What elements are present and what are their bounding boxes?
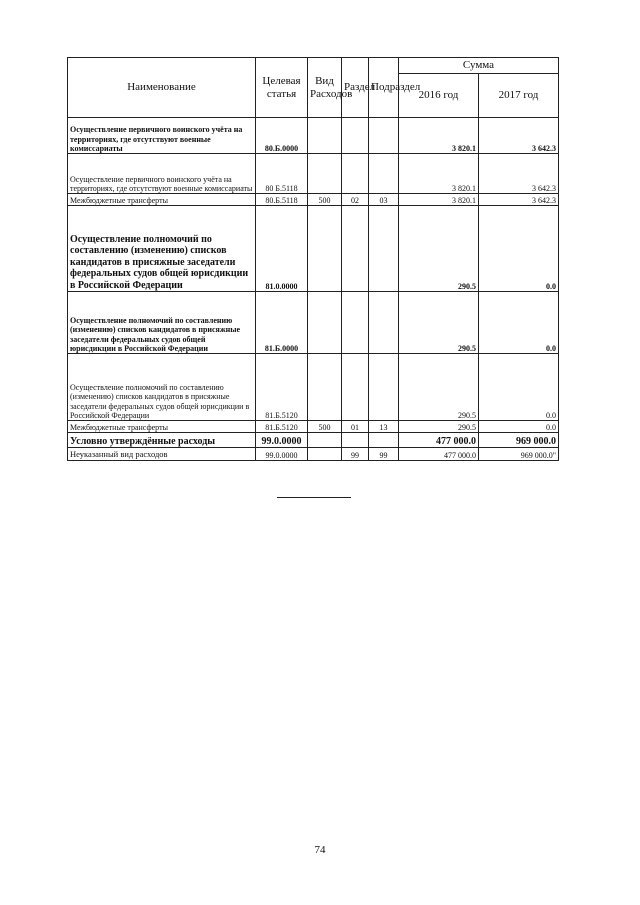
row-2017: 0.0 <box>479 292 559 354</box>
row-2016: 477 000.0 <box>399 433 479 448</box>
header-2016: 2016 год <box>399 74 479 118</box>
table-row <box>68 421 559 433</box>
row-type <box>308 433 342 448</box>
row-2016: 477 000.0 <box>399 448 479 461</box>
table-row <box>68 292 559 354</box>
header-subsection: Подраздел <box>369 58 399 118</box>
row-code: 80.Б.5118 <box>256 194 308 206</box>
row-type <box>308 154 342 194</box>
row-2016: 290.5 <box>399 206 479 292</box>
row-2016: 290.5 <box>399 421 479 433</box>
row-subsection <box>369 433 399 448</box>
row-code: 80 Б.5118 <box>256 154 308 194</box>
row-subsection <box>369 292 399 354</box>
row-subsection <box>369 118 399 154</box>
row-2017: 969 000.0 <box>479 433 559 448</box>
row-code: 99.0.0000 <box>256 448 308 461</box>
row-2017: 0.0 <box>479 206 559 292</box>
table-row <box>68 354 559 421</box>
row-2016: 3 820.1 <box>399 154 479 194</box>
row-section <box>342 433 369 448</box>
row-type <box>308 448 342 461</box>
row-2016: 3 820.1 <box>399 194 479 206</box>
page-number: 74 <box>314 844 326 856</box>
row-subsection: 03 <box>369 194 399 206</box>
table-row <box>68 154 559 194</box>
row-name: Осуществление первичного воинского учёта на территориях, где отсутствуют военные комиссариаты <box>68 154 256 194</box>
row-section <box>342 154 369 194</box>
table-row <box>68 433 559 448</box>
row-type: 500 <box>308 421 342 433</box>
row-2017: 3 642.3 <box>479 154 559 194</box>
row-2016: 290.5 <box>399 354 479 421</box>
separator-line <box>277 497 351 498</box>
row-subsection: 99 <box>369 448 399 461</box>
row-2016: 290.5 <box>399 292 479 354</box>
row-name: Осуществление первичного воинского учёта на территориях, где отсутствуют военные комиссариаты <box>68 118 256 154</box>
table-row <box>68 448 559 461</box>
row-section: 99 <box>342 448 369 461</box>
row-2017: 0.0 <box>479 354 559 421</box>
row-name: Осуществление полномочий по составлению (изменению) списков кандидатов в присяжные заседатели федеральных судов общей юрисдикции в Российской Федерации <box>68 354 256 421</box>
row-subsection <box>369 354 399 421</box>
row-code: 81.Б.0000 <box>256 292 308 354</box>
row-section <box>342 206 369 292</box>
row-2017: 3 642.3 <box>479 194 559 206</box>
row-type <box>308 118 342 154</box>
row-2017: 3 642.3 <box>479 118 559 154</box>
header-sum: Сумма <box>399 58 559 74</box>
row-name: Межбюджетные трансферты <box>68 194 256 206</box>
row-2017: 0.0 <box>479 421 559 433</box>
row-2016: 3 820.1 <box>399 118 479 154</box>
row-name: Условно утверждённые расходы <box>68 433 256 448</box>
row-name: Осуществление полномочий по составлению (изменению) списков кандидатов в присяжные заседатели федеральных судов общей юрисдикции в Российской Федерации <box>68 292 256 354</box>
row-type <box>308 292 342 354</box>
row-section <box>342 354 369 421</box>
row-code: 81.Б.5120 <box>256 354 308 421</box>
row-code: 80.Б.0000 <box>256 118 308 154</box>
header-2017: 2017 год <box>479 74 559 118</box>
row-code: 81.0.0000 <box>256 206 308 292</box>
header-name: Наименование <box>68 58 256 118</box>
row-name: Неуказанный вид расходов <box>68 448 256 461</box>
table-row <box>68 206 559 292</box>
header-target: Целевая статья <box>256 58 308 118</box>
row-section: 01 <box>342 421 369 433</box>
row-code: 99.0.0000 <box>256 433 308 448</box>
row-subsection <box>369 154 399 194</box>
row-section <box>342 118 369 154</box>
budget-table <box>67 57 559 461</box>
row-type <box>308 354 342 421</box>
row-type: 500 <box>308 194 342 206</box>
table-row <box>68 194 559 206</box>
row-name: Осуществление полномочий по составлению (изменению) списков кандидатов в присяжные заседатели федеральных судов общей юрисдикции в Российской Федерации <box>68 206 256 292</box>
row-type <box>308 206 342 292</box>
header-section: Раздел <box>342 58 369 118</box>
row-section: 02 <box>342 194 369 206</box>
header-row-top <box>68 58 559 74</box>
row-name: Межбюджетные трансферты <box>68 421 256 433</box>
row-code: 81.Б.5120 <box>256 421 308 433</box>
row-subsection <box>369 206 399 292</box>
row-subsection: 13 <box>369 421 399 433</box>
row-2017: 969 000.0" <box>479 448 559 461</box>
header-type: Вид Расходов <box>308 58 342 118</box>
table-row <box>68 118 559 154</box>
row-section <box>342 292 369 354</box>
